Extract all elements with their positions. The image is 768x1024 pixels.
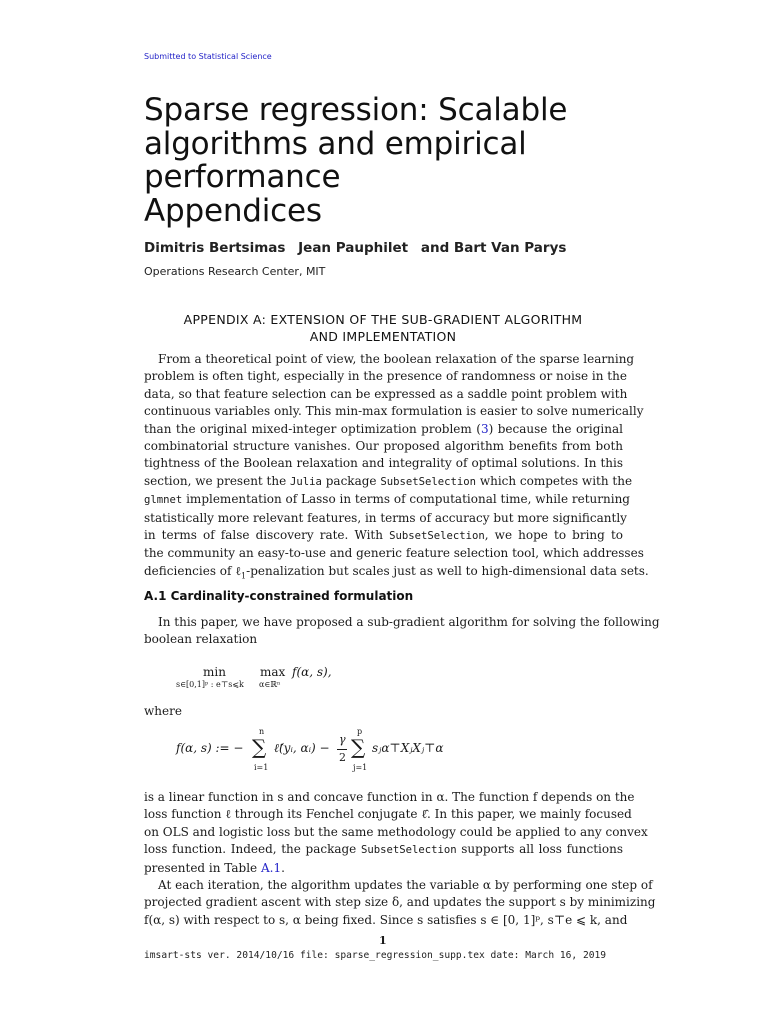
eq2-term2: sⱼα⊤XⱼXⱼ⊤α: [372, 741, 444, 755]
eq-body: f(α, s),: [292, 665, 332, 679]
text-fragment: implementation of Lasso in terms of computational time, while returning: [182, 492, 630, 507]
text-fragment: than the original mixed-integer optimization problem (: [144, 421, 481, 436]
eq-max-subscript: α∈ℝⁿ: [259, 680, 281, 689]
subsection-heading: [144, 589, 413, 603]
sum-symbol-icon: ∑: [351, 735, 366, 759]
text-line: At each iteration, the algorithm updates the variable α by performing one step of: [158, 878, 653, 893]
author-name: Jean Pauphilet: [298, 240, 409, 256]
text-fragment: section, we present the: [144, 473, 291, 488]
journal-header-link[interactable]: Submitted to Statistical Science: [144, 52, 272, 61]
eq-min-subscript: s∈[0,1]ᵖ : e⊤s⩽k: [176, 680, 244, 689]
eq2-term1: ℓ̂(yᵢ, αᵢ) −: [274, 741, 330, 755]
sum-symbol-icon: ∑: [252, 735, 267, 759]
text-fragment: presented in Table: [144, 860, 261, 875]
code-julia: Julia: [290, 475, 322, 488]
code-glmnet: glmnet: [144, 494, 183, 507]
text-fragment: -penalization but scales just as well to high-dimensional data sets.: [246, 563, 649, 578]
eq2-sum1-lower: i=1: [254, 763, 269, 772]
page-number: 1: [379, 934, 387, 947]
text-line: f(α, s) with respect to s, α being fixed. Since s satisfies s ∈ [0, 1]ᵖ, s⊤e ⩽ k, and: [144, 912, 628, 927]
eq2-sum1-upper: n: [259, 727, 265, 736]
eq-min: min: [203, 665, 226, 679]
text-fragment: in terms of false discovery rate. With: [144, 528, 390, 543]
text-line: From a theoretical point of view, the boolean relaxation of the sparse learning: [158, 352, 635, 366]
text-line: loss function ℓ through its Fenchel conjugate ℓ̂. In this paper, we mainly focused: [144, 807, 632, 822]
text-line: projected gradient ascent with step size δ, and updates the support s by minimizing: [144, 895, 656, 910]
code-subsetselection: SubsetSelection: [380, 475, 476, 488]
appendix-heading-line: AND IMPLEMENTATION: [309, 329, 457, 344]
text-line: [144, 563, 649, 585]
text-line: boolean relaxation: [144, 632, 258, 647]
where-text: [144, 703, 623, 720]
code-subsetselection: SubsetSelection: [389, 530, 485, 543]
eq2-frac-den: 2: [339, 751, 346, 764]
text-line: combinatorial structure vanishes. Our proposed algorithm benefits from both: [144, 439, 623, 454]
text-line: statistically more relevant features, in terms of accuracy but more significantly: [144, 510, 627, 525]
footer-metadata: imsart-sts ver. 2014/10/16 file: sparse_regression_supp.tex date: March 16, 2019: [144, 950, 607, 961]
text-fragment: package: [321, 473, 381, 488]
subsection-number: A.1: [144, 589, 167, 603]
title-line: performance: [144, 159, 341, 195]
text-line: [144, 527, 623, 545]
title-line: Appendices: [144, 192, 322, 229]
author-name: Dimitris Bertsimas: [144, 240, 286, 256]
text-fragment: supports all loss functions: [456, 842, 623, 857]
equation-ref-link[interactable]: 3: [480, 421, 489, 436]
text-line: [144, 860, 623, 877]
appendix-heading: [144, 311, 622, 345]
table-ref-link[interactable]: A.1: [260, 860, 282, 875]
text-line: data, so that feature selection can be expressed as a saddle point problem with: [144, 386, 628, 401]
eq2-frac-num: γ: [339, 733, 346, 746]
eq2-lhs: f(α, s) := −: [176, 741, 244, 755]
text-line: In this paper, we have proposed a sub-gradient algorithm for solving the following: [158, 615, 660, 629]
code-subsetselection: SubsetSelection: [360, 844, 457, 857]
body-paragraph: [144, 614, 660, 649]
text-line: [144, 841, 623, 859]
subscript: 1: [241, 571, 247, 581]
eq2-sum2-upper: p: [357, 727, 363, 736]
fraction-bar: [337, 749, 347, 750]
paper-title: [144, 94, 624, 228]
text-fragment: loss function. Indeed, the package: [144, 842, 361, 857]
body-paragraph: [144, 789, 656, 929]
author-list: [144, 240, 574, 256]
eq2-sum2-lower: j=1: [353, 763, 368, 772]
text-line: is a linear function in s and concave function in α. The function f depends on the: [144, 790, 635, 804]
title-line: Sparse regression: Scalable: [144, 92, 568, 128]
text-fragment: which competes with the: [476, 473, 633, 488]
subsection-title: Cardinality-constrained formulation: [170, 589, 414, 603]
text-fragment: , we hope to bring to: [484, 528, 623, 543]
text-line: [144, 421, 623, 438]
text-fragment: .: [281, 860, 285, 875]
text-line: [144, 491, 630, 509]
text-fragment: ) because the original: [488, 421, 623, 436]
title-line: algorithms and empirical: [144, 125, 527, 162]
text-line: continuous variables only. This min-max formulation is easier to solve numerically: [144, 404, 644, 419]
eq-max: max: [260, 665, 286, 679]
text-fragment: deficiencies of ℓ: [144, 563, 242, 578]
author-affiliation: Operations Research Center, MIT: [144, 265, 326, 278]
text-line: problem is often tight, especially in the presence of randomness or noise in the: [144, 369, 627, 384]
appendix-heading-line: APPENDIX A: EXTENSION OF THE SUB-GRADIENT ALGORITHM: [183, 312, 583, 327]
text-line: the community an easy-to-use and generic feature selection tool, which addresses: [144, 546, 644, 561]
text-line: where: [144, 704, 182, 718]
author-name: and Bart Van Parys: [420, 240, 567, 256]
text-line: tightness of the Boolean relaxation and integrality of optimal solutions. In this: [144, 456, 623, 471]
intro-paragraph: [144, 351, 649, 585]
text-line: [144, 473, 633, 491]
text-line: on OLS and logistic loss but the same methodology could be applied to any convex: [144, 824, 648, 839]
